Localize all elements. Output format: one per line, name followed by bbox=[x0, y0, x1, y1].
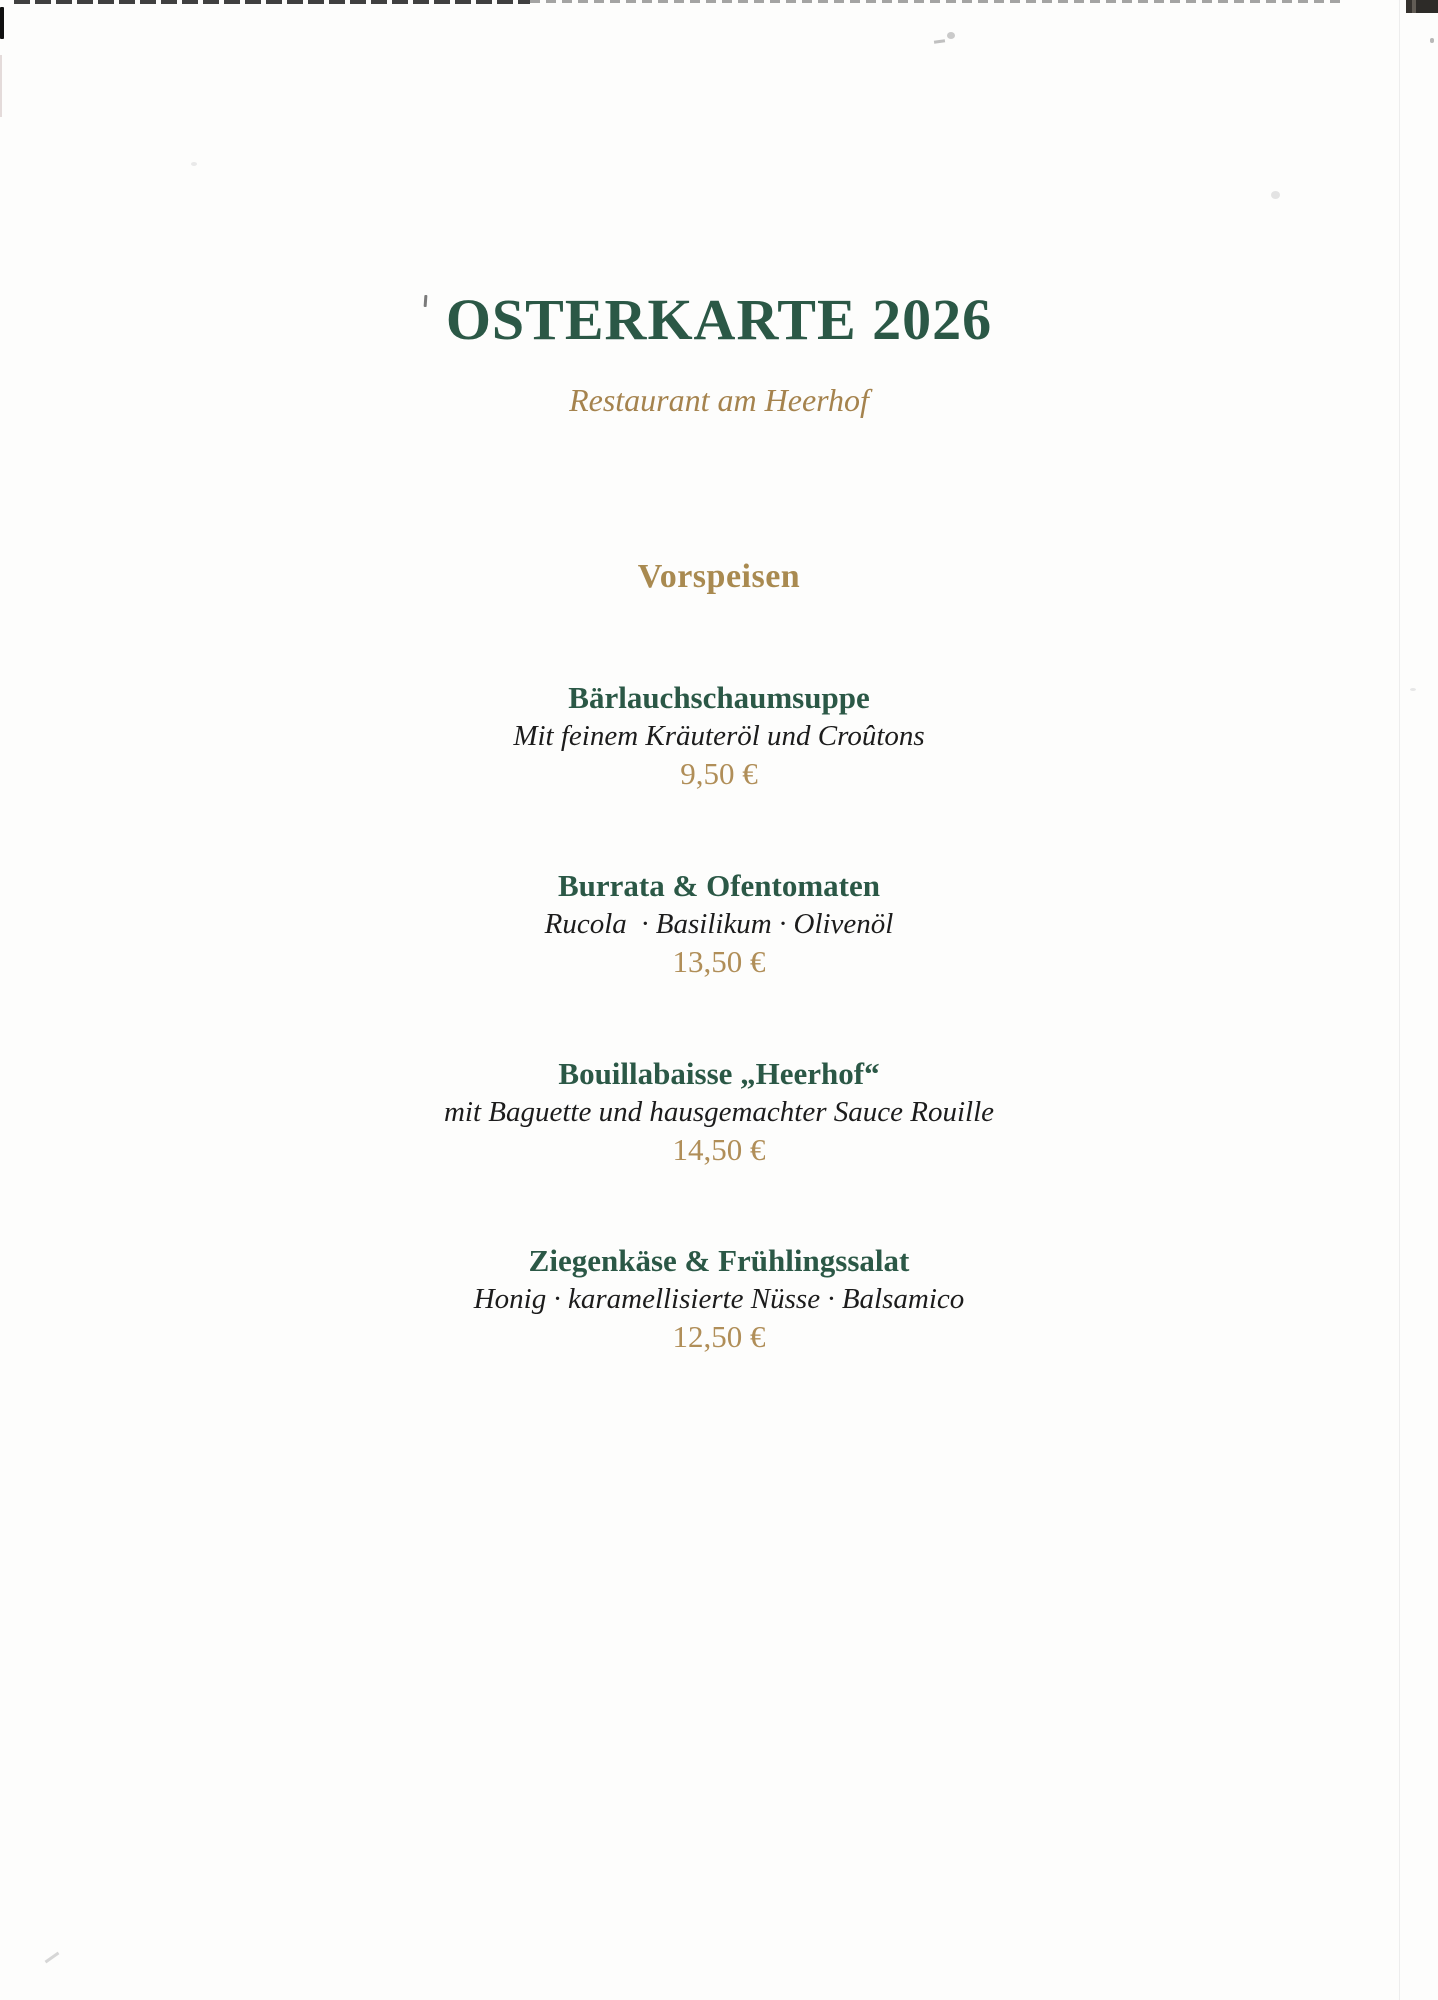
menu-item bbox=[0, 678, 1438, 792]
scan-artifact-speck bbox=[191, 162, 197, 166]
scan-artifact-speck bbox=[934, 39, 945, 44]
restaurant-name: Restaurant am Heerhof bbox=[569, 382, 869, 418]
dish-description: mit Baguette und hausgemachter Sauce Rouille bbox=[443, 1096, 995, 1128]
scan-artifact-speck bbox=[1430, 38, 1434, 43]
dish-description: Honig · karamellisierte Nüsse · Balsamico bbox=[473, 1283, 965, 1315]
scan-artifact-speck bbox=[1271, 191, 1280, 199]
scan-artifact-left-edge-smudge bbox=[0, 55, 2, 117]
dish-price: 14,50 € bbox=[672, 1132, 766, 1167]
scan-artifact-speck bbox=[45, 1952, 60, 1964]
menu-item bbox=[0, 866, 1438, 980]
dish-name: Burrata & Ofentomaten bbox=[558, 868, 880, 903]
scan-artifact-top-edge-right bbox=[530, 0, 1345, 3]
scan-artifact-top-edge-left bbox=[14, 0, 530, 4]
menu-item bbox=[0, 1054, 1438, 1168]
dish-name: Bouillabaisse „Heerhof“ bbox=[558, 1056, 880, 1091]
dish-price: 9,50 € bbox=[680, 756, 758, 791]
menu-title: OSTERKARTE 2026 bbox=[445, 287, 993, 352]
dish-description: Mit feinem Kräuteröl und Croûtons bbox=[513, 720, 925, 752]
menu-item bbox=[0, 1241, 1438, 1355]
scan-artifact-top-right-corner bbox=[1406, 0, 1438, 13]
scan-artifact-speck bbox=[947, 32, 955, 39]
dish-description: Rucola · Basilikum · Olivenöl bbox=[544, 908, 894, 940]
dish-price: 12,50 € bbox=[672, 1319, 766, 1354]
dish-name: Ziegenkäse & Frühlingssalat bbox=[528, 1243, 910, 1278]
dish-name: Bärlauchschaumsuppe bbox=[568, 680, 870, 715]
dish-price: 13,50 € bbox=[672, 944, 766, 979]
scan-artifact-left-edge-mark bbox=[0, 7, 4, 39]
section-heading-vorspeisen: Vorspeisen bbox=[637, 558, 801, 595]
